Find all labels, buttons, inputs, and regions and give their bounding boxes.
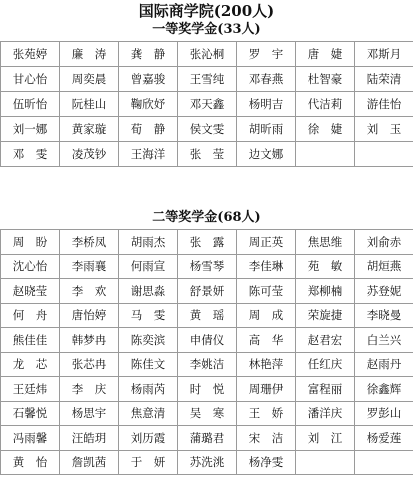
- name-cell: 李 庆: [60, 377, 119, 402]
- name-cell: 申倩仪: [178, 328, 237, 353]
- name-cell: 李 欢: [60, 279, 119, 304]
- name-cell: 汪皓玥: [60, 426, 119, 451]
- name-cell: 罗彭山: [355, 401, 413, 426]
- table-row: [1, 426, 413, 451]
- name-cell: 曾嘉骏: [119, 67, 178, 92]
- name-cell: 张芯冉: [60, 352, 119, 377]
- table-row: [1, 230, 413, 255]
- name-cell: 苏洗洮: [178, 450, 237, 475]
- name-cell: 徐 婕: [296, 117, 355, 142]
- name-cell: 李雨襄: [60, 254, 119, 279]
- name-cell: 陈奕滨: [119, 328, 178, 353]
- name-cell: 时 悦: [178, 377, 237, 402]
- name-cell: 周珊伊: [237, 377, 296, 402]
- name-cell: 龚 静: [119, 42, 178, 67]
- page-title: 国际商学院(200人): [138, 2, 275, 20]
- name-cell: 王 娇: [237, 401, 296, 426]
- name-cell: 代洁莉: [296, 92, 355, 117]
- name-cell: 徐鑫辉: [355, 377, 413, 402]
- name-cell: 赵君宏: [296, 328, 355, 353]
- name-cell: 邓春燕: [237, 67, 296, 92]
- name-cell: 伍昕怡: [1, 92, 60, 117]
- table-row: [1, 92, 413, 117]
- name-cell: 周奕晨: [60, 67, 119, 92]
- name-cell: 荀 静: [119, 117, 178, 142]
- name-cell: 边文娜: [237, 142, 296, 167]
- name-cell: 林艳萍: [237, 352, 296, 377]
- name-cell: 谢思淼: [119, 279, 178, 304]
- name-cell: 唐怡婷: [60, 303, 119, 328]
- name-cell: 吴 寒: [178, 401, 237, 426]
- name-cell: 邓斯月: [355, 42, 413, 67]
- name-cell: 唐 婕: [296, 42, 355, 67]
- name-cell: 邓 雯: [1, 142, 60, 167]
- name-cell: 苏登妮: [355, 279, 413, 304]
- table-row: [1, 117, 413, 142]
- name-cell: 苑 敏: [296, 254, 355, 279]
- name-cell: 李桥凤: [60, 230, 119, 255]
- name-cell: 赵晓莹: [1, 279, 60, 304]
- name-cell: 杨雨芮: [119, 377, 178, 402]
- name-cell: 李晓曼: [355, 303, 413, 328]
- name-cell: 沈心怡: [1, 254, 60, 279]
- name-cell: 罗 宇: [237, 42, 296, 67]
- first-prize-table: [0, 41, 413, 167]
- table-row: [1, 377, 413, 402]
- name-cell: 杨雪琴: [178, 254, 237, 279]
- name-cell: 韩梦冉: [60, 328, 119, 353]
- first-prize-heading: 一等奖学金(33人): [152, 22, 261, 37]
- table-row: [1, 328, 413, 353]
- name-cell: 黄家璇: [60, 117, 119, 142]
- name-cell: 白兰兴: [355, 328, 413, 353]
- name-cell: 马 雯: [119, 303, 178, 328]
- name-cell: 任红庆: [296, 352, 355, 377]
- name-cell: 李佳琳: [237, 254, 296, 279]
- name-cell: 郑柳楠: [296, 279, 355, 304]
- name-cell: 邓天鑫: [178, 92, 237, 117]
- table-row: [1, 142, 413, 167]
- name-cell: 于 妍: [119, 450, 178, 475]
- name-cell: 刘 玉: [355, 117, 413, 142]
- table-row: [1, 42, 413, 67]
- name-cell: 周正英: [237, 230, 296, 255]
- name-cell: 何 舟: [1, 303, 60, 328]
- name-cell: 熊佳佳: [1, 328, 60, 353]
- name-cell: 潘洋庆: [296, 401, 355, 426]
- name-cell: 李姚洁: [178, 352, 237, 377]
- name-cell: 杨爱莲: [355, 426, 413, 451]
- name-cell: 刘俞赤: [355, 230, 413, 255]
- name-cell: 周 盼: [1, 230, 60, 255]
- table-row: [1, 67, 413, 92]
- name-cell: 黄 怡: [1, 450, 60, 475]
- name-cell: 张沁桐: [178, 42, 237, 67]
- name-cell: 宋 洁: [237, 426, 296, 451]
- table-row: [1, 352, 413, 377]
- name-cell: [355, 142, 413, 167]
- name-cell: [355, 450, 413, 475]
- name-cell: 凌茂钞: [60, 142, 119, 167]
- table-row: [1, 401, 413, 426]
- name-cell: 黄 瑶: [178, 303, 237, 328]
- name-cell: 王海洋: [119, 142, 178, 167]
- name-cell: 鞠欣妤: [119, 92, 178, 117]
- name-cell: 焦意清: [119, 401, 178, 426]
- name-cell: 冯雨馨: [1, 426, 60, 451]
- name-cell: 周 成: [237, 303, 296, 328]
- table-row: [1, 303, 413, 328]
- name-cell: 甘心怡: [1, 67, 60, 92]
- name-cell: [296, 142, 355, 167]
- name-cell: 詹凯茜: [60, 450, 119, 475]
- name-cell: 蒲璐君: [178, 426, 237, 451]
- name-cell: 胡雨杰: [119, 230, 178, 255]
- second-prize-table: [0, 229, 413, 475]
- name-cell: 廉 涛: [60, 42, 119, 67]
- name-cell: 杨思宇: [60, 401, 119, 426]
- name-cell: 龙 芯: [1, 352, 60, 377]
- name-cell: 荣旋捷: [296, 303, 355, 328]
- name-cell: 刘历霞: [119, 426, 178, 451]
- name-cell: 王廷炜: [1, 377, 60, 402]
- name-cell: 张苑婷: [1, 42, 60, 67]
- name-cell: 陈佳文: [119, 352, 178, 377]
- name-cell: 张 露: [178, 230, 237, 255]
- name-cell: 陈可莹: [237, 279, 296, 304]
- name-cell: 杜智豪: [296, 67, 355, 92]
- name-cell: 杨净雯: [237, 450, 296, 475]
- name-cell: 舒景妍: [178, 279, 237, 304]
- name-cell: 刘 江: [296, 426, 355, 451]
- name-cell: 高 华: [237, 328, 296, 353]
- name-cell: 陆荣清: [355, 67, 413, 92]
- name-cell: 王雪纯: [178, 67, 237, 92]
- name-cell: 刘一娜: [1, 117, 60, 142]
- name-cell: [296, 450, 355, 475]
- name-cell: 赵雨丹: [355, 352, 413, 377]
- name-cell: 侯文雯: [178, 117, 237, 142]
- name-cell: 何雨宣: [119, 254, 178, 279]
- table-row: [1, 450, 413, 475]
- name-cell: 石馨悦: [1, 401, 60, 426]
- name-cell: 胡烜燕: [355, 254, 413, 279]
- name-cell: 游佳怡: [355, 92, 413, 117]
- name-cell: 富程丽: [296, 377, 355, 402]
- table-row: [1, 254, 413, 279]
- name-cell: 焦思维: [296, 230, 355, 255]
- name-cell: 张 莹: [178, 142, 237, 167]
- name-cell: 胡昕雨: [237, 117, 296, 142]
- name-cell: 阮桂山: [60, 92, 119, 117]
- table-row: [1, 279, 413, 304]
- second-prize-heading: 二等奖学金(68人): [152, 210, 261, 225]
- name-cell: 杨明吉: [237, 92, 296, 117]
